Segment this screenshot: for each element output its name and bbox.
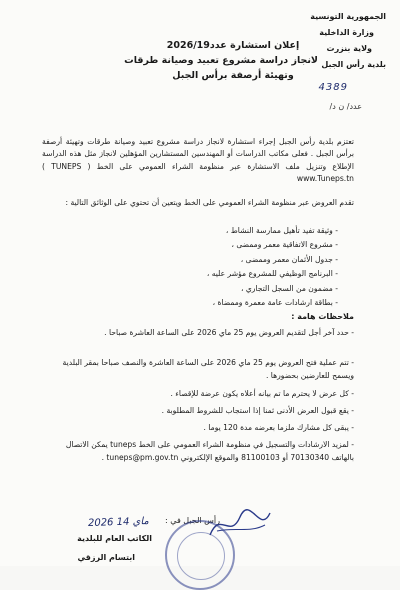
date-stamp: 2026 ماي 14 bbox=[87, 515, 149, 530]
intro-paragraph: تعتزم بلدية رأس الجبل إجراء استشارة لانجاز دراسة مشروع تعبيد وصيانة طرقات وتهيئة أرصفة برأس الجبل . فعلى مكاتب الدراسات أو المهندسين المستشارين المؤهلين لانجاز مثل هذه الدراسة الإطلاع وتنزيل ملف الاستشارة عبر منظومة الشراء العمومي على الخط ( TUNEPS ) www.Tuneps.tn bbox=[42, 137, 354, 183]
header-governorate: ولاية بنزرت bbox=[326, 44, 372, 53]
list-item: - البرنامج الوظيفي للمشروع مؤشر عليه ، bbox=[206, 269, 338, 279]
notice-subtitle-1: لانجاز دراسة مشروع تعبيد وصيانة طرقات bbox=[124, 55, 318, 66]
note-exclusion: - كل عرض لا يحترم ما تم بيانه أعلاه يكون عرضة للإقصاء . bbox=[170, 389, 354, 398]
list-item: - بطاقة ارشادات عامة معمرة وممضاة ، bbox=[212, 298, 338, 308]
note-lowest-offer: - يقع قبول العرض الأدنى ثمنا إذا استجاب للشروط المطلوبة . bbox=[161, 406, 354, 415]
header-republic: الجمهورية التونسية bbox=[310, 12, 386, 21]
notes-heading: ملاحظات هامة : bbox=[291, 312, 354, 321]
list-item: - مشروع الاتفاقية معمر وممضى ، bbox=[231, 240, 338, 250]
header-municipality: بلدية رأس الجبل bbox=[321, 60, 386, 69]
reference-number: عدد/ ن د/ bbox=[329, 102, 362, 111]
note-contact: - لمزيد الارشادات والتسجيل في منظومة الشراء العمومي على الخط tuneps يمكن الاتصال بالهاتف 70130340 أو 81100103 والموقع الإلكتروني tuneps@pm.gov.tn . bbox=[65, 440, 354, 462]
signatory-title: الكاتب العام للبلدية bbox=[77, 534, 152, 543]
notice-title: إعلان استشارة عدد2026/19 bbox=[166, 40, 300, 51]
header-ministry: وزارة الداخلية bbox=[319, 28, 374, 37]
place-and-date: رأس الجبل في : bbox=[165, 516, 220, 525]
registration-number-stamp: 4389 bbox=[318, 82, 348, 93]
list-item: - مضمون من السجل التجاري ، bbox=[240, 283, 338, 293]
note-opening: - تتم عملية فتح العروض يوم 25 ماي 2026 على الساعة العاشرة والنصف صباحا بمقر البلدية ويسمح للعارضين بحضورها . bbox=[62, 358, 354, 380]
note-validity: - يبقى كل مشارك ملزما بعرضه مدة 120 يوما . bbox=[203, 423, 354, 432]
submission-paragraph: تقدم العروض عبر منظومة الشراء العمومي على الخط ويتعين أن تحتوي على الوثائق التالية : bbox=[65, 198, 354, 207]
note-deadline: - حدد آخر أجل لتقديم العروض يوم 25 ماي 2026 على الساعة العاشرة صباحا . bbox=[104, 328, 354, 337]
handwritten-signature bbox=[205, 505, 275, 545]
list-item: - جدول الأثمان معمر وممضى ، bbox=[240, 254, 338, 264]
required-documents-list bbox=[98, 224, 338, 310]
signatory-name: ابتسام الرزقي bbox=[77, 553, 135, 562]
list-item: - وثيقة تفيد تأهيل ممارسة النشاط ، bbox=[225, 226, 338, 235]
notice-subtitle-2: وتهيئة أرصفة برأس الجبل bbox=[172, 70, 294, 81]
